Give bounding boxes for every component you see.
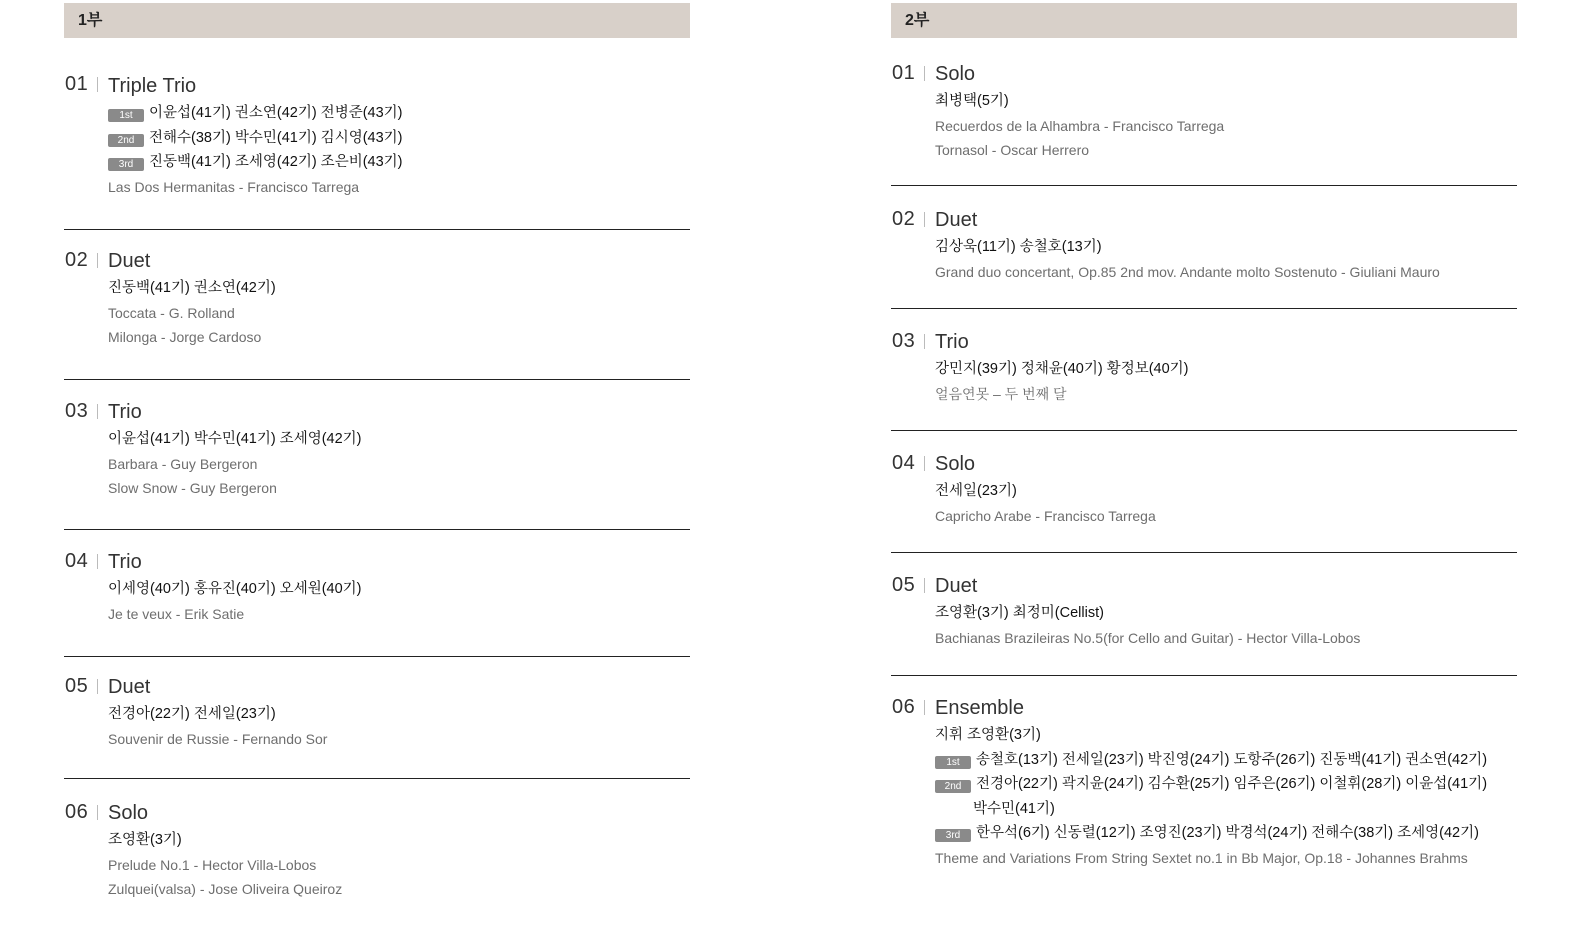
performer-group-3rd bbox=[935, 821, 1517, 846]
performers: 진동백(41기) 권소연(42기) bbox=[108, 280, 276, 296]
item-title: Trio bbox=[935, 331, 969, 353]
performers: 조영환(3기) 최정미(Cellist) bbox=[935, 605, 1104, 621]
item-number: 05 bbox=[65, 675, 89, 697]
piece: Grand duo concertant, Op.85 2nd mov. Andante molto Sostenuto - Giuliani Mauro bbox=[935, 263, 1440, 280]
group-badge: 2nd bbox=[108, 134, 144, 147]
item-title: Duet bbox=[108, 676, 151, 698]
piece: Souvenir de Russie - Fernando Sor bbox=[108, 730, 328, 747]
piece: Capricho Arabe - Francisco Tarrega bbox=[935, 507, 1156, 524]
program-item bbox=[891, 553, 1517, 676]
program-item bbox=[891, 309, 1517, 431]
performers: 강민지(39기) 정채윤(40기) 황정보(40기) bbox=[935, 361, 1189, 377]
piece: 얼음연못 – 두 번째 달 bbox=[935, 385, 1067, 402]
item-number: 04 bbox=[892, 452, 916, 474]
conductor: 지휘 조영환(3기) bbox=[935, 727, 1041, 743]
part2-column bbox=[891, 3, 1517, 876]
performers: 한우석(6기) 신동렬(12기) 조영진(23기) 박경석(24기) 전해수(38기) 조세영(42기) bbox=[976, 825, 1479, 841]
performers: 전경아(22기) 전세일(23기) bbox=[108, 706, 276, 722]
item-number: 01 bbox=[65, 73, 89, 95]
item-title: Duet bbox=[935, 209, 978, 231]
performers: 전해수(38기) 박수민(41기) 김시영(43기) bbox=[149, 129, 403, 146]
piece: Barbara - Guy Bergeron bbox=[108, 455, 258, 472]
group-badge: 1st bbox=[108, 109, 144, 122]
item-number: 03 bbox=[892, 330, 916, 352]
performer-group-2nd-continued: 박수민(41기) bbox=[973, 800, 1055, 817]
program-item bbox=[64, 230, 690, 380]
part2-header: 2부 bbox=[891, 3, 1517, 38]
piece: Recuerdos de la Alhambra - Francisco Tarrega bbox=[935, 117, 1225, 134]
performers: 전세일(23기) bbox=[935, 483, 1017, 499]
item-title: Trio bbox=[108, 551, 142, 573]
item-number: 06 bbox=[65, 801, 89, 823]
performers: 전경아(22기) 곽지윤(24기) 김수환(25기) 임주은(26기) 이철휘(28기) 이윤섭(41기) bbox=[976, 776, 1488, 792]
program-item bbox=[891, 431, 1517, 553]
performer-group-3rd bbox=[108, 150, 690, 175]
piece: Je te veux - Erik Satie bbox=[108, 605, 245, 622]
program-item bbox=[891, 59, 1517, 186]
group-badge: 1st bbox=[935, 756, 971, 769]
item-number: 04 bbox=[65, 550, 89, 572]
item-title: Triple Trio bbox=[108, 75, 197, 97]
performers: 최병택(5기) bbox=[935, 93, 1009, 109]
item-title: Solo bbox=[935, 453, 976, 475]
performers: 이세영(40기) 홍유진(40기) 오세원(40기) bbox=[108, 581, 362, 597]
item-title: Duet bbox=[108, 250, 151, 272]
performer-group-1st bbox=[935, 748, 1517, 773]
program-item bbox=[891, 676, 1517, 876]
item-number: 05 bbox=[892, 574, 916, 596]
item-number: 03 bbox=[65, 400, 89, 422]
performers: 이윤섭(41기) 박수민(41기) 조세영(42기) bbox=[108, 431, 362, 447]
item-number: 02 bbox=[892, 208, 916, 230]
program-item bbox=[64, 657, 690, 779]
piece: Tornasol - Oscar Herrero bbox=[935, 142, 1090, 158]
performers: 김상욱(11기) 송철호(13기) bbox=[935, 239, 1102, 255]
performer-group-2nd bbox=[108, 126, 690, 151]
piece: Theme and Variations From String Sextet no.1 in Bb Major, Op.18 - Johannes Brahms bbox=[935, 849, 1468, 866]
performers: 진동백(41기) 조세영(42기) 조은비(43기) bbox=[149, 154, 403, 170]
piece: Las Dos Hermanitas - Francisco Tarrega bbox=[108, 178, 360, 195]
piece: Toccata - G. Rolland bbox=[108, 304, 235, 321]
part1-column bbox=[64, 3, 690, 919]
item-number: 01 bbox=[892, 62, 916, 84]
performer-group-1st bbox=[108, 101, 690, 126]
performers: 송철호(13기) 전세일(23기) 박진영(24기) 도항주(26기) 진동백(41기) 권소연(42기) bbox=[976, 751, 1488, 768]
item-number: 02 bbox=[65, 249, 89, 271]
group-badge: 3rd bbox=[935, 829, 971, 842]
item-number: 06 bbox=[892, 696, 916, 718]
piece: Milonga - Jorge Cardoso bbox=[108, 329, 262, 345]
piece: Slow Snow - Guy Bergeron bbox=[108, 480, 277, 496]
program-item bbox=[64, 380, 690, 530]
piece: Prelude No.1 - Hector Villa-Lobos bbox=[108, 856, 317, 873]
program-item bbox=[64, 69, 690, 230]
group-badge: 2nd bbox=[935, 780, 971, 793]
item-title: Solo bbox=[935, 63, 976, 85]
piece: Bachianas Brazileiras No.5(for Cello and Guitar) - Hector Villa-Lobos bbox=[935, 629, 1361, 646]
program-item bbox=[64, 779, 690, 919]
piece: Zulquei(valsa) - Jose Oliveira Queiroz bbox=[108, 881, 343, 897]
program-item bbox=[891, 186, 1517, 309]
program-item bbox=[64, 530, 690, 657]
performers: 이윤섭(41기) 권소연(42기) 전병준(43기) bbox=[149, 105, 403, 121]
item-title: Trio bbox=[108, 401, 142, 423]
item-title: Ensemble bbox=[935, 697, 1024, 719]
performer-group-2nd bbox=[935, 772, 1517, 797]
item-title: Solo bbox=[108, 802, 149, 824]
item-title: Duet bbox=[935, 575, 978, 597]
part1-header: 1부 bbox=[64, 3, 690, 38]
group-badge: 3rd bbox=[108, 158, 144, 171]
performers: 조영환(3기) bbox=[108, 832, 182, 848]
